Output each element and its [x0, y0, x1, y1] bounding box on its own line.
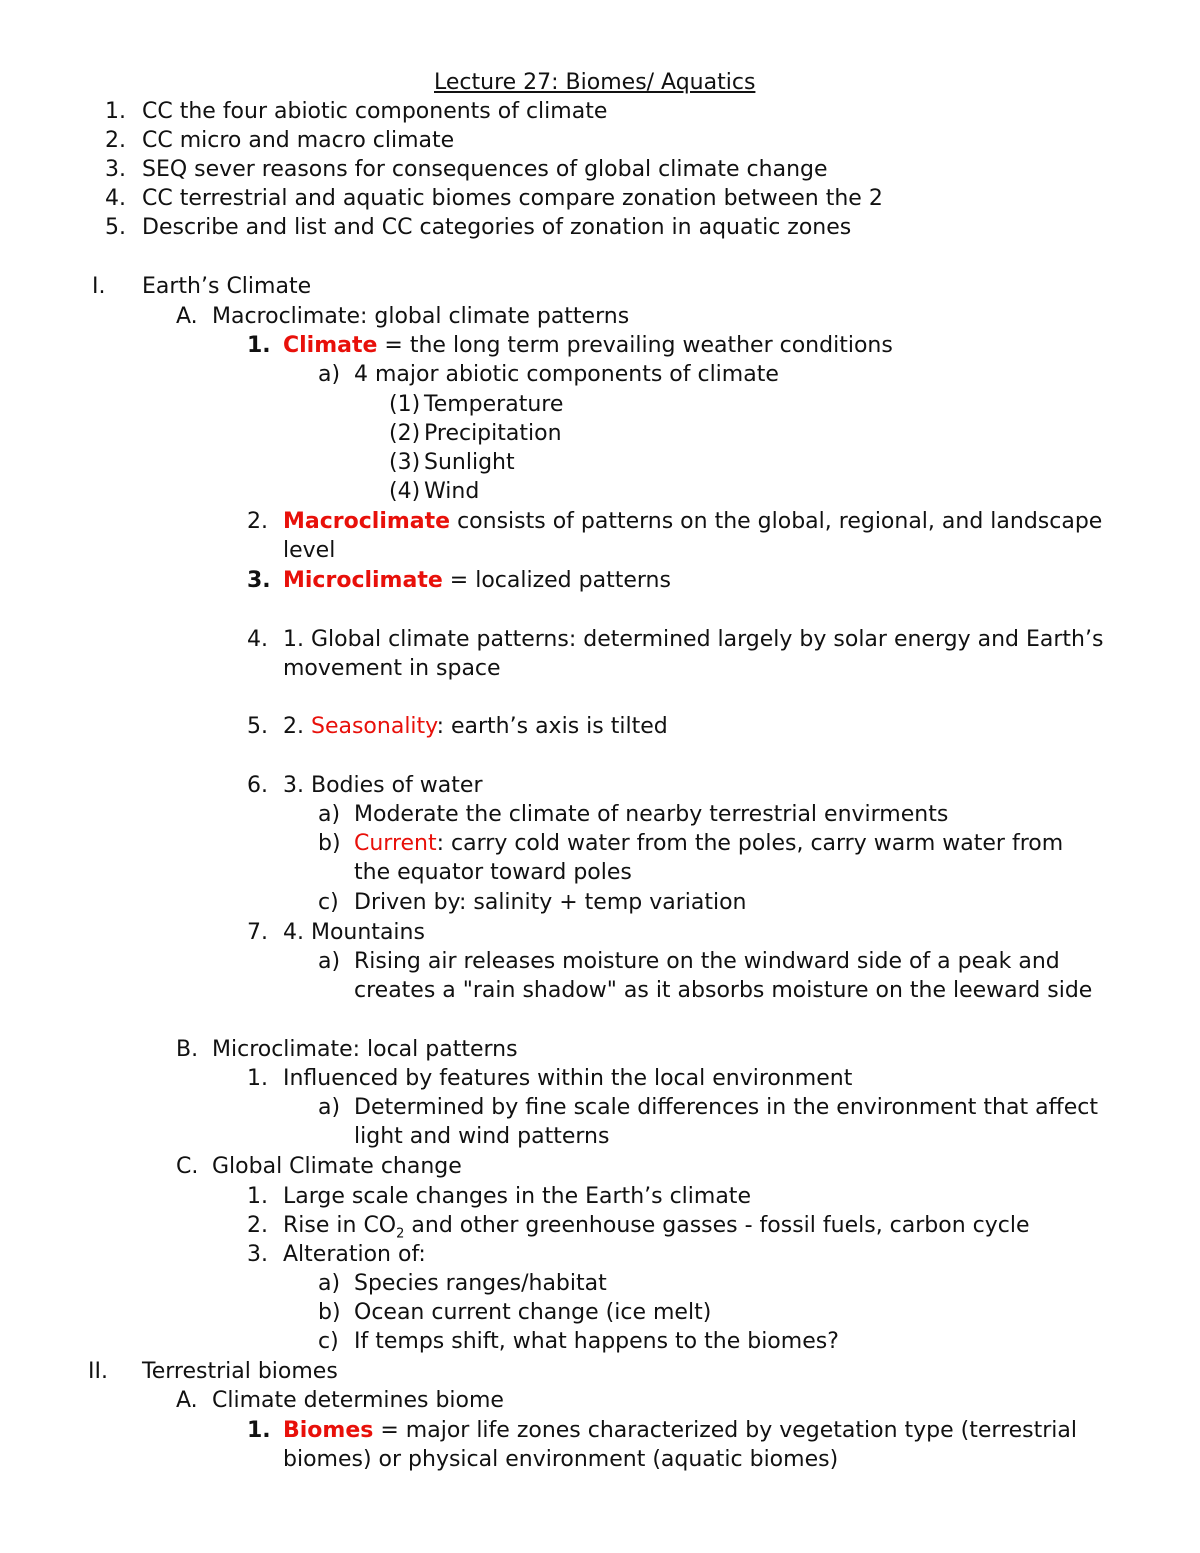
objective-number: 2. [105, 128, 126, 153]
outline-text: level [283, 538, 336, 563]
outline-text: Climate = the long term prevailing weather conditions [283, 333, 893, 358]
outline-text: Rise in $CO_2$ and other greenhouse gasses - fossil fuels, carbon cycle [283, 1213, 1030, 1242]
outline-text: the equator toward poles [354, 860, 632, 885]
outline-text: Microclimate = localized patterns [283, 568, 671, 593]
objective-number: 4. [105, 186, 126, 211]
outline-number: 1. [247, 1184, 268, 1209]
outline-text: Climate determines biome [212, 1388, 504, 1413]
outline-letter: a) [318, 949, 341, 974]
key-term: Macroclimate [283, 509, 451, 534]
key-term: Biomes [283, 1418, 374, 1443]
outline-number: (1) [389, 392, 421, 417]
outline-text: Precipitation [424, 421, 562, 446]
outline-text: Macroclimate: global climate patterns [212, 304, 630, 329]
outline-number: 4. [247, 627, 268, 652]
outline-text: Moderate the climate of nearby terrestrial envirments [354, 802, 949, 827]
outline-text: 3. Bodies of water [283, 773, 483, 798]
outline-letter: C. [176, 1154, 199, 1179]
outline-letter: B. [176, 1037, 199, 1062]
outline-number: 3. [247, 1242, 268, 1267]
outline-text: Determined by fine scale differences in the environment that affect [354, 1095, 1098, 1120]
outline-text: If temps shift, what happens to the biomes? [354, 1329, 839, 1354]
outline-number: 6. [247, 773, 268, 798]
outline-number: (2) [389, 421, 421, 446]
outline-text: creates a "rain shadow" as it absorbs moisture on the leeward side [354, 978, 1093, 1003]
objective-text: CC micro and macro climate [142, 128, 455, 153]
key-term: Current [354, 831, 437, 856]
outline-text: Biomes = major life zones characterized by vegetation type (terrestrial [283, 1418, 1078, 1443]
outline-letter: a) [318, 362, 341, 387]
section-heading: Earth’s Climate [142, 274, 312, 299]
outline-text: Current: carry cold water from the poles, carry warm water from [354, 831, 1064, 856]
outline-letter: c) [318, 1329, 339, 1354]
objective-number: 1. [105, 99, 126, 124]
section-number: I. [92, 274, 106, 299]
outline-letter: A. [176, 1388, 198, 1413]
outline-text: Temperature [424, 392, 564, 417]
objective-text: SEQ sever reasons for consequences of global climate change [142, 157, 828, 182]
outline-number: 3. [247, 568, 271, 593]
outline-text: Global Climate change [212, 1154, 462, 1179]
outline-number: (3) [389, 450, 421, 475]
outline-text: 4. Mountains [283, 920, 425, 945]
section-number: II. [88, 1359, 108, 1384]
outline-letter: c) [318, 890, 339, 915]
outline-number: (4) [389, 479, 421, 504]
section-heading: Terrestrial biomes [142, 1359, 338, 1384]
outline-letter: a) [318, 802, 341, 827]
outline-letter: A. [176, 304, 198, 329]
page-title: Lecture 27: Biomes/ Aquatics [434, 70, 756, 95]
outline-number: 2. [247, 509, 268, 534]
outline-letter: b) [318, 1300, 341, 1325]
outline-number: 2. [247, 1213, 268, 1238]
outline-text: Influenced by features within the local environment [283, 1066, 853, 1091]
outline-text: Macroclimate consists of patterns on the global, regional, and landscape [283, 509, 1103, 534]
outline-number: 7. [247, 920, 268, 945]
outline-text: Large scale changes in the Earth’s climate [283, 1184, 751, 1209]
outline-number: 1. [247, 333, 271, 358]
outline-letter: a) [318, 1271, 341, 1296]
outline-number: 1. [247, 1066, 268, 1091]
key-term: Microclimate [283, 568, 443, 593]
outline-text: light and wind patterns [354, 1124, 610, 1149]
outline-text: 4 major abiotic components of climate [354, 362, 779, 387]
outline-text: movement in space [283, 656, 501, 681]
outline-text: biomes) or physical environment (aquatic biomes) [283, 1447, 839, 1472]
outline-number: 5. [247, 714, 268, 739]
outline-text: Wind [424, 479, 480, 504]
outline-text: Rising air releases moisture on the windward side of a peak and [354, 949, 1060, 974]
key-term: Climate [283, 333, 378, 358]
objective-text: CC the four abiotic components of climate [142, 99, 608, 124]
outline-text: Driven by: salinity + temp variation [354, 890, 747, 915]
outline-text: 2. Seasonality: earth’s axis is tilted [283, 714, 668, 739]
outline-text: Sunlight [424, 450, 515, 475]
outline-text: Ocean current change (ice melt) [354, 1300, 712, 1325]
outline-text: 1. Global climate patterns: determined largely by solar energy and Earth’s [283, 627, 1104, 652]
outline-text: Alteration of: [283, 1242, 426, 1267]
key-term: Seasonality [310, 714, 437, 739]
objective-number: 5. [105, 215, 126, 240]
objective-text: Describe and list and CC categories of zonation in aquatic zones [142, 215, 852, 240]
outline-text: Microclimate: local patterns [212, 1037, 518, 1062]
outline-letter: a) [318, 1095, 341, 1120]
objective-number: 3. [105, 157, 126, 182]
outline-text: Species ranges/habitat [354, 1271, 607, 1296]
outline-number: 1. [247, 1418, 271, 1443]
objective-text: CC terrestrial and aquatic biomes compare zonation between the 2 [142, 186, 883, 211]
outline-letter: b) [318, 831, 341, 856]
